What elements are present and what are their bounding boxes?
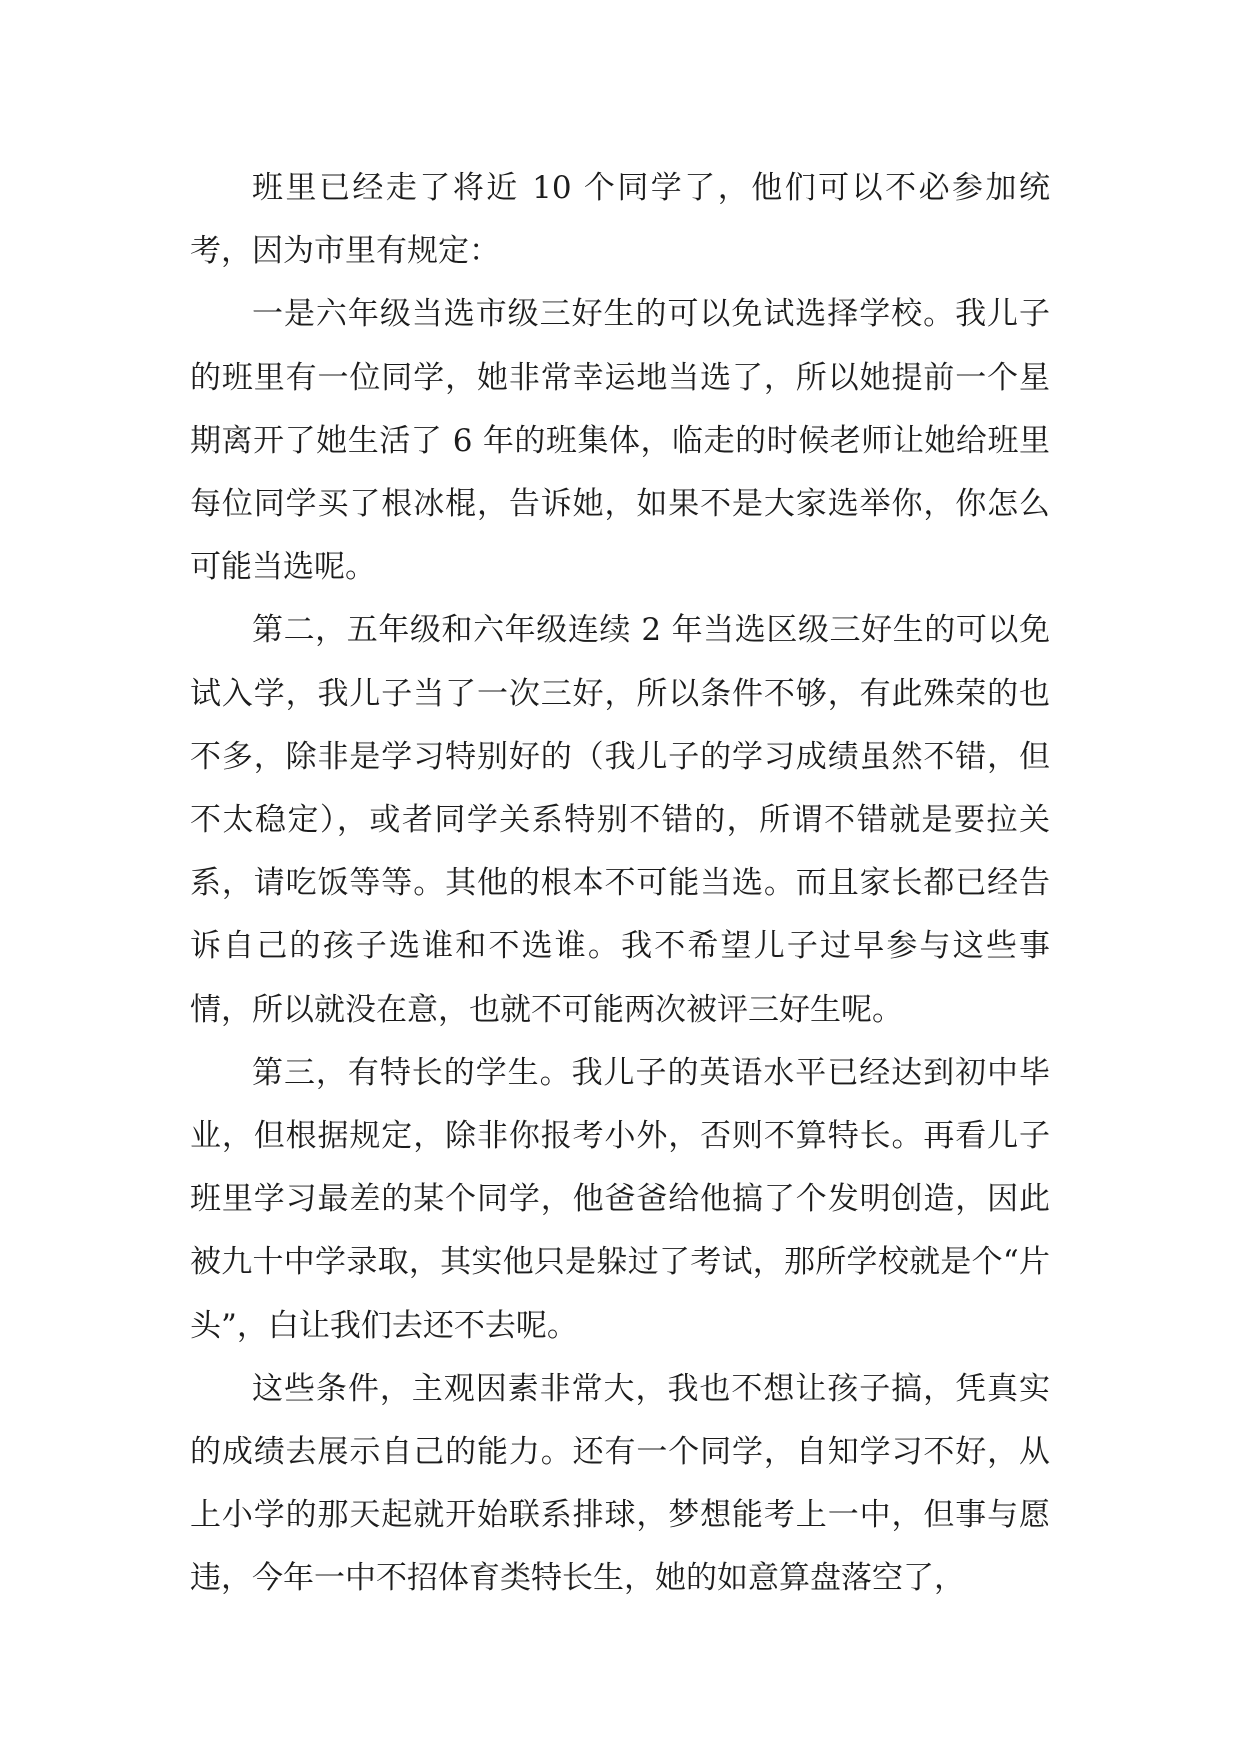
document-body xyxy=(190,157,1050,1611)
paragraph-3: 第二，五年级和六年级连续 2 年当选区级三好生的可以免试入学，我儿子当了一次三好，所以条件不够，有此殊荣的也不多，除非是学习特别好的（我儿子的学习成绩虽然不错，但不太稳定），或者同学关系特别不错的，所谓不错就是要拉关系，请吃饭等等。其他的根本不可能当选。而且家长都已经告诉自己的孩子选谁和不选谁。我不希望儿子过早参与这些事情，所以就没在意，也就不可能两次被评三好生呢。 xyxy=(190,612,1050,1028)
paragraph-2: 一是六年级当选市级三好生的可以免试选择学校。我儿子的班里有一位同学，她非常幸运地当选了，所以她提前一个星期离开了她生活了 6 年的班集体，临走的时候老师让她给班里每位同学买了根冰棍，告诉她，如果不是大家选举你，你怎么可能当选呢。 xyxy=(190,296,1050,586)
paragraph-5: 这些条件，主观因素非常大，我也不想让孩子搞，凭真实的成绩去展示自己的能力。还有一个同学，自知学习不好，从上小学的那天起就开始联系排球，梦想能考上一中，但事与愿违，今年一中不招体育类特长生，她的如意算盘落空了， xyxy=(190,1370,1050,1597)
paragraph-1: 班里已经走了将近 10 个同学了，他们可以不必参加统考，因为市里有规定： xyxy=(190,170,1050,270)
paragraph-4: 第三，有特长的学生。我儿子的英语水平已经达到初中毕业，但根据规定，除非你报考小外，否则不算特长。再看儿子班里学习最差的某个同学，他爸爸给他搞了个发明创造，因此被九十中学录取，其实他只是躲过了考试，那所学校就是个“片头”，白让我们去还不去呢。 xyxy=(190,1054,1050,1344)
